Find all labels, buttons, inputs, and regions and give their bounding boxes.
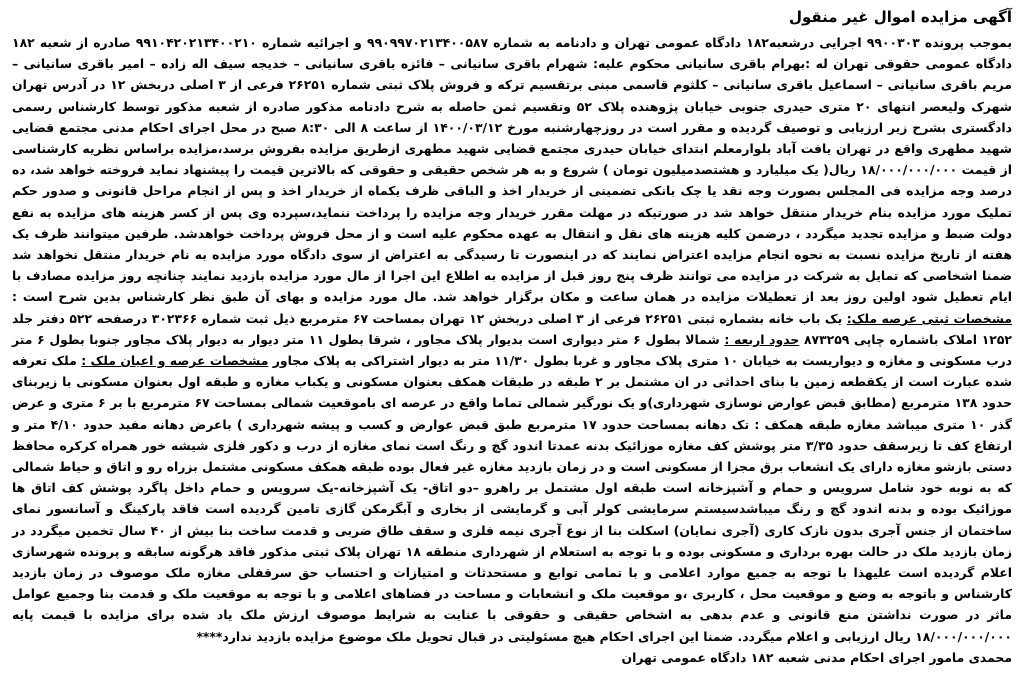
property-specs-details: ملک تعرفه شده عبارت است از یکقطعه زمین با بنای احداثی در ان مشتمل بر ۲ طبقه در طبقات همکف بعنوان مسکونی و یکباب مغازه و طبقه اول بعنوان مسکونی با زیربنای حدود ۱۳۸ مترمربع (مطابق قبض عوارض نوسازی شهرداری)و یک نورگیر شمالی تماما واقع در عرصه ای باموقعیت شمالی بمساحت ۶۷ مترمربع با بر ۶ متری و عرض گذر ۱۰ متری میباشد مغازه طبقه همکف : تک دهانه بمساحت حدود ۱۷ مترمربع طبق قبض عوارض و کسب و پیشه شهرداری ) باعرض دهانه مفید حدود ۴/۱۰ متر و ارتفاع کف تا زیرسقف حدود ۳/۳۵ متر پوشش کف مغازه موزائیک بدنه عمدتا اندود گچ و رنگ است نمای مغازه از درب و دکور فلزی شیشه خور همراه کرکره محافظ دستی بازشو مغازه دارای یک انشعاب برق مجزا از مسکونی است و در زمان بازدید مغازه غیر فعال بوده طبقه همکف مسکونی مشتمل بزراه رو و اتاق و حیاط شمالی که به نوبه خود شامل سرویس و حمام و آشپزخانه است طبقه اول مشتمل بر راهرو –دو اتاق- یک آشپزخانه-یک سرویس و حمام داخل پاگرد پوشش کف اتاق ها موزائیک بوده و بدنه اندود گچ و رنگ میباشدسیستم سرمایشی کولر آبی و گرمایشی از بخاری و آبگرمکن گازی تامین گردیده است فاقد پارکینگ و آسانسور نمای ساختمان از جنس آجری بدون نازک کاری (آجری نمایان) اسکلت بنا از نوع آجری نیمه فلزی و سقف طاق ضربی و قدمت ساخت بنا بیش از ۴۰ سال تخمین میگردد در زمان بازدید ملک در حالت بهره برداری و مسکونی بوده و با توجه به استعلام از شهرداری منطقه ۱۸ تهران پلاک ثبتی مذکور فاقد هرگونه سابقه و پرونده شهرسازی اعلام گردیده است علیهذا با توجه به جمیع موارد اعلامی و با تمامی توابع و مستحدثات و امتیازات و احتساب حق سرقفلی مغازه ملک موصوف در زمان بازدید کارشناس و باتوجه به وضع و موقعیت محل ، کاربری ،و موقعیت ملک و انشعابات و مساحت در فضاهای اعلامی و با توجه به موقعیت ملک و قدمت بنا وجمیع عوامل ماثر در صورت نداشتن منع قانونی و عدم بدهی به اشخاص حقیقی و حقوقی با عنایت به شرایط موصوف ارزش ملک یاد شده برای مزایده با قیمت پایه ۱۸/۰۰۰/۰۰۰/۰۰۰ ریال ارزیابی و اعلام میگردد. ضمنا این اجرای احکام هیچ مسئولیتی در قبال تحویل ملک موضوع مزایده بازدید ندارد**** — [12, 353, 1013, 644]
boundaries-details: شمالا بطول ۶ متر دیواری است بدیوار پلاک مجاور ، شرقا بطول ۱۱ متر دیوار به دیوار پلاک مجاور جنوبا بطول ۶ متر درب مسکونی و مغازه و دیواریست به خیابان ۱۰ متری پلاک مجاور و غربا بطول ۱۱/۳۰ متر به دیوار اشتراکی به پلاک مجاور — [12, 331, 1013, 369]
notice-title: آگهی مزایده اموال غیر منقول — [788, 8, 1012, 26]
boundaries-heading: حدود اربعه : — [724, 331, 800, 347]
intro-paragraph: بموجب پرونده ۹۹۰۰۳۰۳ اجرایی درشعبه۱۸۲ دادگاه عمومی تهران و دادنامه به شماره ۹۹۰۹۹۷۰۲۱۳۴۰۰۵۸۷ و اجرائیه شماره ۹۹۱۰۴۲۰۲۱۳۴۰۰۲۱۰ صادره از شعبه ۱۸۲ دادگاه عمومی حقوقی تهران له :بهرام باقری سانیانی محکوم علیه: شهرام باقری سانیانی – فائزه باقری سانیانی – خدیجه سیف اله زاده – امیر باقری سانیانی – مریم باقری سانیانی – اسماعیل باقری سانیانی – کلثوم قاسمی مبنی برتقسیم ترکه و فروش پلاک ثبتی شماره ۲۶۲۵۱ فرعی از ۳ اصلی دربخش ۱۲ در آدرس تهران شهرک ولیعصر انتهای ۲۰ متری حیدری جنوبی خیابان پژوهنده پلاک ۵۲ وتقسیم ثمن حاصله به شرح دادنامه مذکور صادره از شعبه مذکور توسط کارشناس رسمی دادگستری بشرح زیر ارزیابی و توصیف گردیده و مقرر است در روزچهارشنبه مورخ ۱۴۰۰/۰۳/۱۲ از ساعت ۸ الی ۸:۳۰ صبح در محل اجرای احکام مدنی مجتمع قضایی شهید مطهری واقع در تهران یافت آباد بلوارمعلم ابتدای خیابان حیدری مجتمع قضایی شهید مطهری ازطریق مزایده بفروش برسد،مزایده براساس نظریه کارشناسی از قیمت ۱۸/۰۰۰/۰۰۰/۰۰۰ ریال( یک میلیارد و هشتصدمیلیون تومان ) شروع و به هر شخص حقیقی و حقوقی که بالاترین قیمت را پیشنهاد نماید فروخته خواهد شد، ده درصد وجه مزایده فی المجلس بصورت وجه نقد یا چک بانکی تضمینی از خریدار اخذ و الباقی ظرف یکماه از خریدار اخذ و پس از انجام مراحل قانونی و صدور حکم تملیک مورد مزایده بنام خریدار منتقل خواهد شد در صورتیکه در مهلت مقرر خریدار وجه مزایده را پرداخت ننماید،سپرده وی پس از کسر هزینه های مزایده به نفع دولت ضبط و مزایده تجدید میگردد ، درضمن کلیه هزینه های نقل و انتقال به عهده محکوم علیه است و از محل فروش پرداخت خواهدشد. طرفین میتوانند ظرف یک هفته از تاریخ مزایده نسبت به نحوه انجام مزایده اعتراض نمایند که در اینصورت تا رسیدگی به اعتراض از سوی دادگاه مورد مزایده به نام خریدار منتقل نخواهد شد ضمنا اشخاصی که تمایل به شرکت در مزایده می توانند ظرف پنج روز قبل از مزایده به اطلاع این اجرا از مال مورد مزایده بازدید نمایند چنانچه روز مزایده مصادف با ایام تعطیل شود اولین روز بعد از تعطیلات مزایده در همان ساعت و مکان برگزار خواهد شد. مال مورد مزایده و بهای آن طبق نظر کارشناس بدین شرح است : — [12, 35, 1012, 305]
property-specs-heading: مشخصات عرصه و اعیان ملک : — [81, 353, 269, 369]
registration-heading: مشخصات ثبتی عرصه ملک: — [846, 310, 1012, 326]
signature-line: محمدی مامور اجرای احکام مدنی شعبه ۱۸۲ دادگاه عمومی تهران — [621, 649, 1012, 665]
registration-details: یک باب خانه بشماره ثبتی ۲۶۲۵۱ فرعی از ۳ اصلی دربخش ۱۲ تهران بمساحت ۶۷ مترمربع ذیل ثبت شماره ۳۰۲۳۶۶ درصفحه ۵۲۲ دفتر جلد ۱۲۵۲ املاک باشماره چاپی ۸۷۳۲۵۹ — [12, 310, 1012, 347]
notice-body — [12, 32, 1012, 647]
